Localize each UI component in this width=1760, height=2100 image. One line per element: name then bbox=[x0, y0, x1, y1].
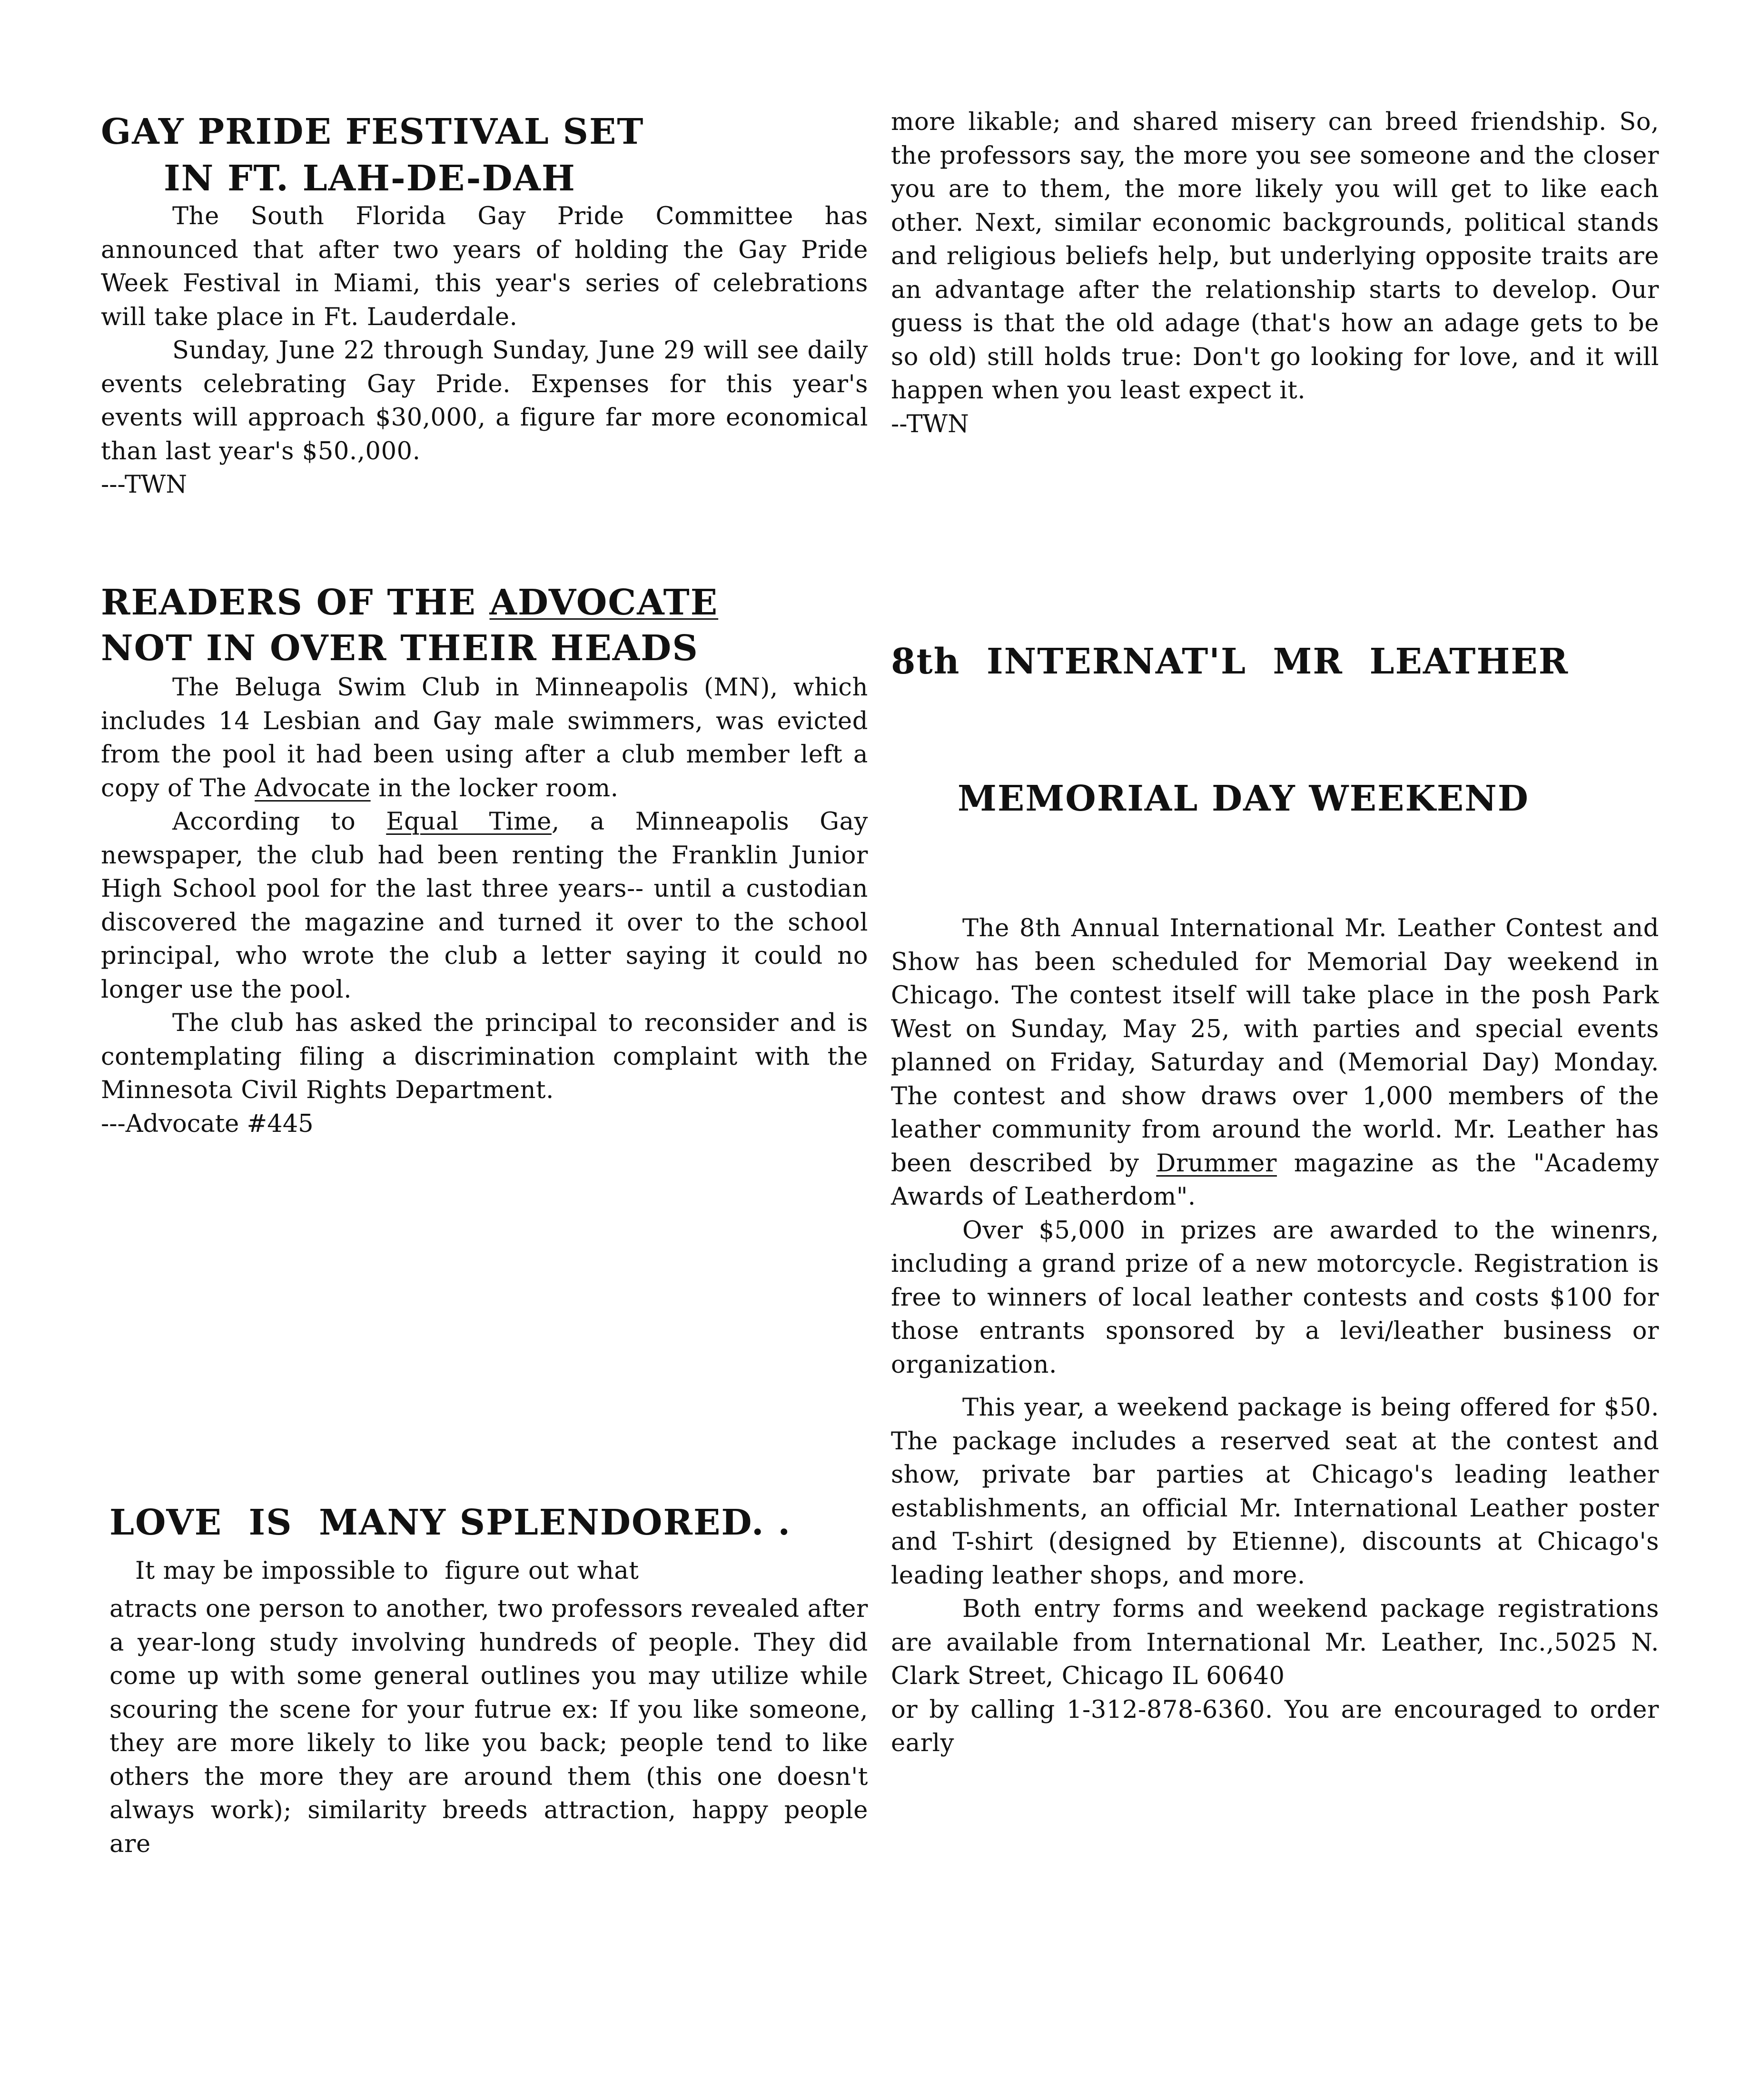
paragraph-first-line: It may be impossible to figure out what bbox=[135, 1557, 639, 1585]
article-body bbox=[891, 912, 1659, 1761]
article-body bbox=[101, 671, 868, 1108]
publication-title: Equal Time bbox=[386, 808, 552, 836]
paragraph: Both entry forms and weekend package registrations are available from International Mr. Leather, Inc.,5025 N. Clark Street, Chicago IL 60640 bbox=[891, 1595, 1659, 1690]
article-credit: ---TWN bbox=[101, 471, 187, 499]
article-body bbox=[891, 106, 1659, 408]
paragraph: more likable; and shared misery can breed friendship. So, the professors say, the more you see someone and the closer you are to them, the more likely you will get to like each other. Next, similar economic backgrounds, political stands and religious beliefs help, but underlying opposite traits are an advantage after the relationship starts to develop. Our guess is that the old adage (that's how an adage gets to be so old) still holds true: Don't go looking for love, and it will happen when you least expect it. bbox=[891, 108, 1659, 405]
headline-line-1: GAY PRIDE FESTIVAL SET bbox=[101, 111, 644, 152]
article-body bbox=[101, 200, 868, 468]
article-readers-of-the-advocate bbox=[101, 580, 868, 1141]
article-love-is-many-splendored bbox=[109, 1499, 868, 1861]
paragraph: Sunday, June 22 through Sunday, June 29 will see daily events celebrating Gay Pride. Expenses for this year's events will approach $30,000, a figure far more economical than last year's $50.,000. bbox=[101, 337, 868, 466]
article-credit: ---Advocate #445 bbox=[101, 1109, 314, 1138]
headline bbox=[891, 547, 1659, 913]
paragraph: atracts one person to another, two professors revealed after a year-long study involving hundreds of people. They did come up with some general outlines you may utilize while scouring the scene for your futrue ex: If you like someone, they are more likely to like you back; people tend to like others the more they are around them (this one doesn't always work); similarity breeds attraction, happy people are bbox=[109, 1595, 868, 1858]
publication-title: Advocate bbox=[255, 774, 371, 802]
paragraph: This year, a weekend package is being offered for $50. The package includes a reserved seat at the contest and show, private bar parties at Chicago's leading leather establishments, an official Mr. International Leather poster and T-shirt (designed by Etienne), discounts at Chicago's leading leather shops, and more. bbox=[891, 1394, 1659, 1590]
paragraph: The South Florida Gay Pride Committee has announced that after two years of holding the Gay Pride Week Festival in Miami, this year's series of celebrations will take place in Ft. Lauderdale. bbox=[101, 202, 868, 331]
headline-line-2: IN FT. LAH-DE-DAH bbox=[164, 158, 576, 199]
paragraph: or by calling 1-312-878-6360. You are encouraged to order early bbox=[891, 1695, 1659, 1757]
article-credit: --TWN bbox=[891, 410, 969, 438]
article-love-continued bbox=[891, 106, 1659, 441]
paragraph: Over $5,000 in prizes are awarded to the winenrs, including a grand prize of a new motorcycle. Registration is free to winners of local leather contests and costs $100 for those entrants sponsored by a levi/leather business or organization. bbox=[891, 1216, 1659, 1379]
headline bbox=[101, 580, 868, 671]
article-mr-leather bbox=[891, 547, 1659, 1761]
paragraph: The 8th Annual International Mr. Leather Contest and Show has been scheduled for Memorial Day weekend in Chicago. The contest itself will take place in the posh Park West on Sunday, May 25, with parties and special events planned on Friday, Saturday and (Memorial Day) Monday. The contest and show draws over 1,000 members of the leather community from around the world. Mr. Leather has been described by Drummer magazine as the "Academy Awards of Leatherdom". bbox=[891, 914, 1659, 1211]
headline-line-2: NOT IN OVER THEIR HEADS bbox=[101, 628, 699, 669]
publication-title: Drummer bbox=[1156, 1149, 1277, 1178]
headline-line-1: READERS OF THE ADVOCATE bbox=[101, 582, 719, 623]
publication-title: ADVOCATE bbox=[489, 582, 719, 623]
headline-line-2: MEMORIAL DAY WEEKEND bbox=[958, 778, 1529, 819]
article-gay-pride-festival bbox=[101, 109, 868, 502]
paragraph: According to Equal Time, a Minneapolis Gay newspaper, the club had been renting the Franklin Junior High School pool for the last three years-- until a custodian discovered the magazine and turned it over to the school principal, who wrote the club a letter saying it could no longer use the pool. bbox=[101, 808, 868, 1004]
headline: LOVE IS MANY SPLENDORED. . bbox=[109, 1502, 791, 1543]
paragraph: The club has asked the principal to reconsider and is contemplating filing a discrimination complaint with the Minnesota Civil Rights Department. bbox=[101, 1009, 868, 1104]
headline bbox=[101, 109, 868, 202]
article-body bbox=[109, 1550, 868, 1861]
paragraph: The Beluga Swim Club in Minneapolis (MN), which includes 14 Lesbian and Gay male swimmers, was evicted from the pool it had been using after a club member left a copy of The Advocate in the locker room. bbox=[101, 674, 868, 802]
headline-line-1: 8th INTERNAT'L MR LEATHER bbox=[891, 641, 1569, 682]
